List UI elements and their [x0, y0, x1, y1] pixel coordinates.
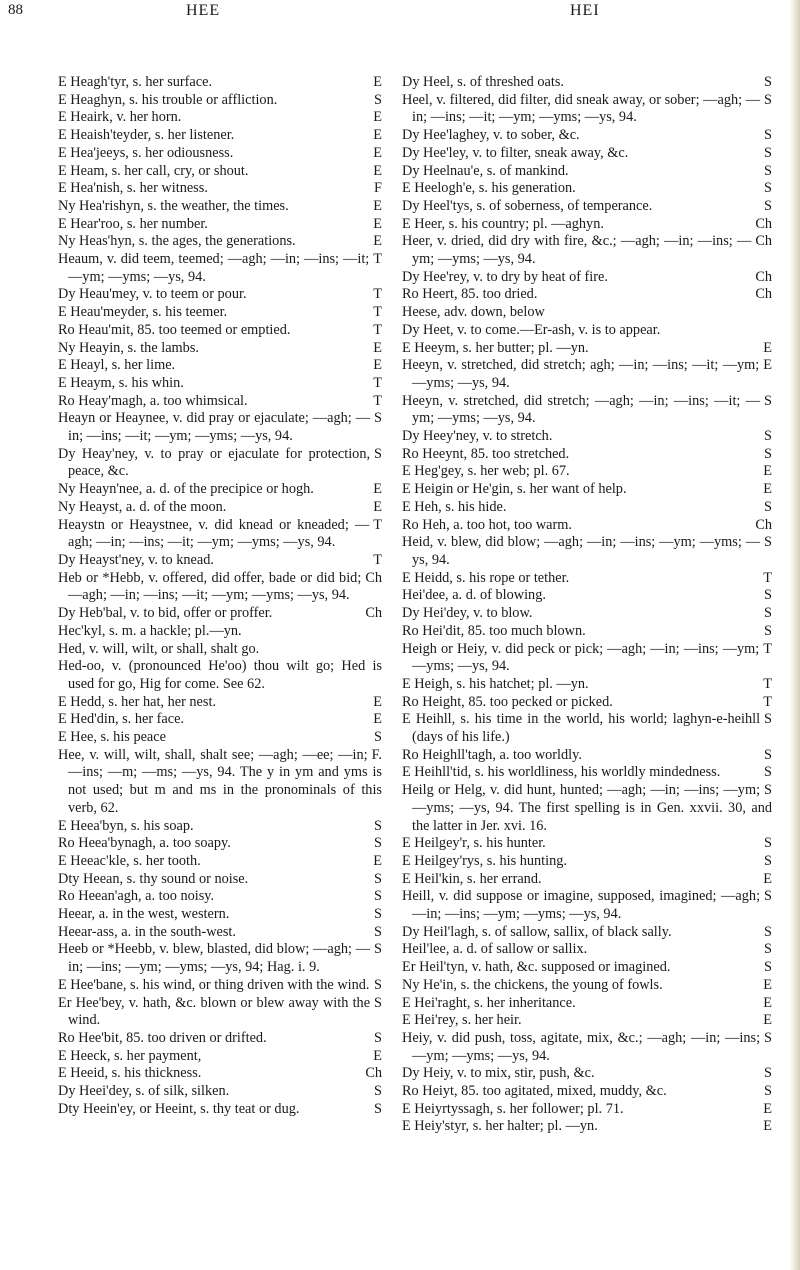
page-edge-shadow [790, 0, 800, 1270]
source-code: S [764, 622, 772, 639]
source-code: E [763, 976, 772, 993]
source-code: S [764, 74, 772, 90]
entry-text: E Heaish'teyder, s. her listener. [58, 127, 235, 144]
dictionary-entry [58, 216, 382, 234]
source-code: S [764, 162, 772, 179]
source-code: E [763, 1100, 772, 1117]
source-code: E [373, 162, 382, 179]
dictionary-entry [402, 835, 772, 853]
dictionary-entry [58, 127, 382, 145]
entry-text: Dy Heey'ney, v. to stretch. [402, 428, 553, 445]
source-code: S [764, 534, 772, 551]
entry-text: Heeyn, v. stretched, did stretch; agh; —in; —ins; —it; —ym; —yms; —ys, 94. [402, 357, 760, 391]
entry-text: E Hea'nish, s. her witness. [58, 180, 208, 197]
source-code: S [764, 428, 772, 445]
source-code: T [373, 251, 382, 268]
entry-text: Ro Heau'mit, 85. too teemed or emptied. [58, 321, 291, 338]
source-code: S [764, 587, 772, 604]
entry-text: E Hed'din, s. her face. [58, 711, 185, 728]
entry-text: E Heiyrtyssagh, s. her follower; pl. 71. [402, 1100, 624, 1117]
dictionary-entry [402, 676, 772, 694]
entry-text: E Heeid, s. his thickness. [58, 1065, 202, 1082]
entry-text: Hec'kyl, s. m. a hackle; pl.—yn. [58, 622, 242, 639]
dictionary-entry [58, 499, 382, 517]
entry-text: Dy Heay'ney, v. to pray or ejaculate for protection, peace, &c. [58, 445, 371, 480]
dictionary-entry [402, 641, 772, 676]
dictionary-entry [402, 995, 772, 1013]
source-code: S [764, 746, 772, 763]
dictionary-entry [402, 180, 772, 198]
dictionary-entry [402, 924, 772, 942]
dictionary-entry [58, 233, 382, 251]
entry-text: Heiy, v. did push, toss, agitate, mix, &c.; —agh; —in; —ins; —ym; —yms; —ys, 94. [402, 1029, 761, 1064]
dictionary-entry [402, 959, 772, 977]
source-code: Ch [365, 569, 382, 586]
entry-text: Dy Heet, v. to come.—Er-ash, v. is to appear. [402, 321, 661, 338]
dictionary-entry [58, 888, 382, 906]
source-code: S [374, 870, 382, 887]
entry-text: Ny Heayst, a. d. of the moon. [58, 498, 227, 515]
dictionary-entry [402, 304, 772, 322]
dictionary-entry [402, 853, 772, 871]
entry-text: Dy Heel, s. of threshed oats. [402, 74, 564, 90]
entry-text: Ro Heh, a. too hot, too warm. [402, 516, 572, 533]
dictionary-entry [58, 941, 382, 976]
entry-text: Heid, v. blew, did blow; —agh; —in; —ins; —ym; —yms; —ys, 94. [402, 534, 761, 568]
dictionary-entry [58, 286, 382, 304]
entry-text: Dy Heb'bal, v. to bid, offer or proffer. [58, 605, 273, 622]
source-code: E [373, 215, 382, 232]
dictionary-entry [58, 658, 382, 693]
source-code: Ch [755, 516, 772, 533]
source-code: S [764, 392, 772, 409]
entry-text: E Heiy'styr, s. her halter; pl. —yn. [402, 1118, 598, 1135]
dictionary-entry [58, 322, 382, 340]
entry-text: Heese, adv. down, below [402, 304, 545, 321]
dictionary-entry [402, 977, 772, 995]
dictionary-entry [402, 587, 772, 605]
dictionary-entry [402, 1065, 772, 1083]
dictionary-entry [402, 1012, 772, 1030]
dictionary-entry [402, 393, 772, 428]
source-code: T [763, 640, 772, 657]
dictionary-entry [402, 481, 772, 499]
entry-text: Dy Hei'dey, v. to blow. [402, 605, 533, 622]
entry-text: Dy Heei'dey, s. of silk, silken. [58, 1083, 230, 1100]
source-code: E [373, 711, 382, 728]
source-code: T [763, 675, 772, 692]
source-code: Ch [755, 268, 772, 285]
source-code: S [764, 764, 772, 781]
dictionary-entry [58, 623, 382, 641]
entry-text: Er Hee'bey, v. hath, &c. blown or blew away with the wind. [58, 994, 371, 1029]
dictionary-entry [58, 1083, 382, 1101]
source-code: S [374, 445, 382, 462]
source-code: S [374, 994, 382, 1011]
dictionary-entry [402, 286, 772, 304]
dictionary-entry [58, 694, 382, 712]
source-code: T [763, 569, 772, 586]
entry-text: Hed-oo, v. (pronounced He'oo) thou wilt go; Hed is used for go, Hig for come. See 62. [58, 658, 382, 692]
entry-text: Heill, v. did suppose or imagine, supposed, imagined; —agh; —in; —ins; —ym; —yms; —ys, 94. [402, 888, 761, 923]
source-code: S [374, 1029, 382, 1046]
source-code: E [373, 197, 382, 214]
source-code: T [373, 551, 382, 568]
entry-text: Ro Heiyt, 85. too agitated, mixed, muddy, &c. [402, 1083, 667, 1100]
source-code: S [764, 605, 772, 622]
entry-text: Ro Height, 85. too pecked or picked. [402, 693, 613, 710]
entry-text: E Heea'byn, s. his soap. [58, 817, 194, 834]
source-code: E [373, 109, 382, 126]
source-code: S [764, 144, 772, 161]
dictionary-entry [402, 1101, 772, 1119]
entry-text: E Heelogh'e, s. his generation. [402, 180, 576, 197]
page-number: 88 [8, 2, 23, 18]
source-code: S [374, 835, 382, 852]
running-head-right: HEI [570, 2, 600, 19]
source-code: E [373, 339, 382, 356]
dictionary-entry [58, 1030, 382, 1048]
entry-text: E Hedd, s. her hat, her nest. [58, 693, 217, 710]
dictionary-entry [402, 711, 772, 746]
dictionary-entry [402, 499, 772, 517]
source-code: S [764, 959, 772, 976]
entry-text: E Heaghyn, s. his trouble or affliction. [58, 91, 278, 108]
dictionary-entry [58, 180, 382, 198]
dictionary-entry [402, 92, 772, 127]
dictionary-entry [58, 109, 382, 127]
entry-text: E Heeym, s. her butter; pl. —yn. [402, 339, 589, 356]
source-code: E [763, 339, 772, 356]
dictionary-entry [402, 605, 772, 623]
dictionary-entry [58, 1065, 382, 1083]
dictionary-entry [58, 410, 382, 445]
entry-text: Heear-ass, a. in the south-west. [58, 923, 236, 940]
source-code: E [763, 463, 772, 480]
entry-text: Dty Heean, s. thy sound or noise. [58, 870, 249, 887]
dictionary-entry [58, 977, 382, 995]
source-code: S [374, 817, 382, 834]
entry-text: E Heeck, s. her payment, [58, 1047, 202, 1064]
source-code: T [763, 693, 772, 710]
entry-text: E Heh, s. his hide. [402, 498, 507, 515]
source-code: E [373, 144, 382, 161]
dictionary-entry [402, 233, 772, 268]
dictionary-entry [402, 198, 772, 216]
source-code: T [373, 516, 382, 533]
dictionary-entry [402, 888, 772, 923]
source-code: S [764, 445, 772, 462]
dictionary-entry [58, 375, 382, 393]
entry-text: Heeb or *Heebb, v. blew, blasted, did blow; —agh; —in; —ins; —ym; —yms; —ys, 94; Hag. i. 9. [58, 941, 371, 976]
source-code: E [373, 498, 382, 515]
source-code: E [763, 870, 772, 887]
source-code: S [374, 1100, 382, 1117]
dictionary-entry [58, 552, 382, 570]
dictionary-entry [58, 906, 382, 924]
entry-text: Dty Heein'ey, or Heeint, s. thy teat or dug. [58, 1100, 300, 1117]
dictionary-entry [402, 534, 772, 569]
dictionary-entry [58, 145, 382, 163]
entry-text: E Hear'roo, s. her number. [58, 215, 208, 232]
dictionary-entry [402, 747, 772, 765]
entry-text: Ny Heayin, s. the lambs. [58, 339, 199, 356]
dictionary-entry [402, 340, 772, 358]
source-code: S [764, 197, 772, 214]
source-code: E [373, 1047, 382, 1064]
source-code: E [373, 852, 382, 869]
source-code: S [374, 923, 382, 940]
dictionary-entry [58, 481, 382, 499]
dictionary-entry [58, 163, 382, 181]
source-code: E [373, 481, 382, 498]
source-code: E [763, 1012, 772, 1029]
dictionary-entry [58, 517, 382, 552]
dictionary-entry [58, 818, 382, 836]
source-code: S [374, 906, 382, 923]
source-code: E [373, 74, 382, 90]
source-code: E [373, 233, 382, 250]
source-code: S [764, 1029, 772, 1046]
source-code: E [763, 357, 772, 374]
dictionary-entry [58, 92, 382, 110]
source-code: Ch [365, 605, 382, 622]
entry-text: E Heidd, s. his rope or tether. [402, 569, 570, 586]
dictionary-entry [402, 570, 772, 588]
entry-text: Dy Hee'laghey, v. to sober, &c. [402, 127, 580, 144]
source-code: Ch [755, 233, 772, 250]
dictionary-entry [58, 835, 382, 853]
entry-text: Heaum, v. did teem, teemed; —agh; —in; —ins; —it; —ym; —yms; —ys, 94. [58, 251, 370, 285]
source-code: S [764, 782, 772, 799]
dictionary-entry [58, 871, 382, 889]
dictionary-entry [58, 304, 382, 322]
entry-text: Heeyn, v. stretched, did stretch; —agh; —in; —ins; —it; —ym; —yms; —ys, 94. [402, 392, 761, 427]
entry-text: E Heaym, s. his whin. [58, 374, 184, 391]
entry-text: Ro Heea'bynagh, a. too soapy. [58, 835, 231, 852]
source-code: S [374, 888, 382, 905]
source-code: S [764, 711, 772, 728]
entry-text: E Hei'raght, s. her inheritance. [402, 994, 576, 1011]
dictionary-entry [402, 782, 772, 835]
dictionary-entry [58, 641, 382, 659]
entry-text: Hei'dee, a. d. of blowing. [402, 587, 546, 604]
dictionary-entry [402, 463, 772, 481]
source-code: S [764, 835, 772, 852]
source-code: S [764, 180, 772, 197]
entry-text: E Heihll, s. his time in the world, his world; laghyn-e-heihll (days of his life.) [402, 711, 761, 746]
entry-text: E Heairk, v. her horn. [58, 109, 182, 126]
dictionary-entry [58, 605, 382, 623]
source-code: S [764, 888, 772, 905]
entry-text: Dy Heel'tys, s. of soberness, of temperance. [402, 197, 653, 214]
entry-text: E Hee'bane, s. his wind, or thing driven with the wind. [58, 976, 370, 993]
source-code: S [374, 729, 382, 746]
entry-text: Ro Heean'agh, a. too noisy. [58, 888, 215, 905]
dictionary-entry [402, 1118, 772, 1136]
dictionary-entry [58, 357, 382, 375]
dictionary-entry [58, 729, 382, 747]
source-code: T [373, 286, 382, 303]
entry-text: E Heayl, s. her lime. [58, 357, 176, 374]
entry-text: Heil'lee, a. d. of sallow or sallix. [402, 941, 588, 958]
left-column [58, 74, 382, 1118]
source-code: S [374, 1083, 382, 1100]
source-code: T [373, 392, 382, 409]
source-code: S [374, 91, 382, 108]
dictionary-entry [402, 357, 772, 392]
dictionary-entry [58, 446, 382, 481]
entry-text: Hee, v. will, wilt, shall, shalt see; —agh; —ee; —in; —ins; —m; —ms; —ys, 94. The y in ym and yms is not used; but m and ms in the pronominals of this verb, 62. [58, 746, 382, 816]
source-code: S [764, 923, 772, 940]
dictionary-entry [58, 393, 382, 411]
source-code: S [764, 1065, 772, 1082]
entry-text: Heer, v. dried, did dry with fire, &c.; —agh; —in; —ins; —ym; —yms; —ys, 94. [402, 233, 752, 268]
dictionary-entry [58, 198, 382, 216]
source-code: S [374, 410, 382, 427]
entry-text: Dy Heau'mey, v. to teem or pour. [58, 286, 247, 303]
dictionary-entry [58, 747, 382, 818]
source-code: T [373, 374, 382, 391]
source-code: S [764, 1083, 772, 1100]
source-code: E [763, 481, 772, 498]
entry-text: E Hee, s. his peace [58, 729, 166, 746]
entry-text: Heigh or Heiy, v. did peck or pick; —agh; —in; —ins; —ym; —yms; —ys, 94. [402, 640, 760, 675]
source-code: E [373, 357, 382, 374]
entry-text: Heaystn or Heaystnee, v. did knead or kneaded; —agh; —in; —ins; —it; —ym; —yms; —ys, 94. [58, 516, 370, 551]
source-code: E [763, 994, 772, 1011]
entry-text: Heel, v. filtered, did filter, did sneak away, or sober; —agh; —in; —ins; —it; —ym; —yms; —ys, 94. [402, 91, 761, 126]
entry-text: E Heg'gey, s. her web; pl. 67. [402, 463, 570, 480]
dictionary-entry [402, 322, 772, 340]
source-code: T [373, 304, 382, 321]
entry-text: E Heagh'tyr, s. her surface. [58, 74, 213, 90]
dictionary-entry [402, 216, 772, 234]
entry-text: Heb or *Hebb, v. offered, did offer, bade or did bid; —agh; —in; —ins; —it; —ym; —yms; —ys, 94. [58, 569, 362, 604]
dictionary-entry [402, 127, 772, 145]
dictionary-entry [58, 251, 382, 286]
source-code: S [764, 852, 772, 869]
entry-text: Dy Hee'ley, v. to filter, sneak away, &c. [402, 144, 629, 161]
source-code: S [374, 941, 382, 958]
entry-text: Dy Heiy, v. to mix, stir, push, &c. [402, 1065, 595, 1082]
source-code: E [763, 1118, 772, 1135]
entry-text: Ro Heay'magh, a. too whimsical. [58, 392, 248, 409]
entry-text: Ny Hea'rishyn, s. the weather, the times. [58, 197, 289, 214]
entry-text: E Heer, s. his country; pl. —aghyn. [402, 215, 604, 232]
entry-text: E Heigin or He'gin, s. her want of help. [402, 481, 627, 498]
entry-text: E Heil'kin, s. her errand. [402, 870, 542, 887]
running-head-left: HEE [186, 2, 221, 19]
entry-text: E Heeac'kle, s. her tooth. [58, 852, 201, 869]
dictionary-entry [402, 1083, 772, 1101]
entry-text: Heear, a. in the west, western. [58, 906, 230, 923]
dictionary-entry [58, 570, 382, 605]
source-code: Ch [755, 286, 772, 303]
dictionary-entry [402, 74, 772, 92]
entry-text: Ro Hei'dit, 85. too much blown. [402, 622, 586, 639]
source-code: E [373, 127, 382, 144]
dictionary-entry [58, 995, 382, 1030]
dictionary-entry [58, 711, 382, 729]
source-code: S [764, 91, 772, 108]
dictionary-entry [402, 694, 772, 712]
entry-text: E Hei'rey, s. her heir. [402, 1012, 522, 1029]
right-column [402, 74, 772, 1136]
source-code: F [374, 180, 382, 197]
dictionary-entry [402, 623, 772, 641]
dictionary-entry [402, 163, 772, 181]
dictionary-entry [58, 340, 382, 358]
dictionary-entry [402, 269, 772, 287]
dictionary-entry [58, 1048, 382, 1066]
dictionary-entry [58, 74, 382, 92]
entry-text: E Heigh, s. his hatchet; pl. —yn. [402, 675, 589, 692]
entry-text: Ny He'in, s. the chickens, the young of fowls. [402, 976, 663, 993]
entry-text: Dy Heelnau'e, s. of mankind. [402, 162, 569, 179]
entry-text: Ny Heas'hyn, s. the ages, the generations. [58, 233, 296, 250]
entry-text: Heilg or Helg, v. did hunt, hunted; —agh; —in; —ins; —ym; —yms; —ys, 94. The first spelling is in Gen. xxvii. 30, and the latter in Jer. xvi. 16. [402, 782, 772, 834]
dictionary-entry [402, 446, 772, 464]
entry-text: Ro Hee'bit, 85. too driven or drifted. [58, 1029, 267, 1046]
entry-text: Ro Heert, 85. too dried. [402, 286, 538, 303]
dictionary-entry [402, 1030, 772, 1065]
entry-text: E Heilgey'rys, s. his hunting. [402, 852, 567, 869]
entry-text: Ny Heayn'nee, a. d. of the precipice or hogh. [58, 481, 314, 498]
source-code: S [764, 127, 772, 144]
dictionary-entry [402, 764, 772, 782]
dictionary-entry [58, 924, 382, 942]
entry-text: Ro Heighll'tagh, a. too worldly. [402, 746, 582, 763]
entry-text: E Heilgey'r, s. his hunter. [402, 835, 546, 852]
dictionary-entry [402, 145, 772, 163]
entry-text: Dy Heayst'ney, v. to knead. [58, 551, 214, 568]
dictionary-entry [402, 517, 772, 535]
entry-text: Dy Hee'rey, v. to dry by heat of fire. [402, 268, 608, 285]
source-code: E [373, 693, 382, 710]
source-code: Ch [365, 1065, 382, 1082]
entry-text: E Heihll'tid, s. his worldliness, his worldly mindedness. [402, 764, 721, 781]
dictionary-entry [58, 853, 382, 871]
entry-text: Er Heil'tyn, v. hath, &c. supposed or imagined. [402, 959, 671, 976]
dictionary-entry [58, 1101, 382, 1119]
entry-text: Ro Heeynt, 85. too stretched. [402, 445, 570, 462]
dictionary-entry [402, 871, 772, 889]
entry-text: Heayn or Heaynee, v. did pray or ejaculate; —agh; —in; —ins; —it; —ym; —yms; —ys, 94. [58, 410, 371, 445]
entry-text: E Hea'jeeys, s. her odiousness. [58, 144, 234, 161]
dictionary-entry [402, 428, 772, 446]
source-code: S [764, 941, 772, 958]
source-code: S [374, 976, 382, 993]
source-code: Ch [755, 215, 772, 232]
entry-text: Hed, v. will, wilt, or shall, shalt go. [58, 640, 260, 657]
source-code: S [764, 498, 772, 515]
source-code: F. [371, 746, 382, 763]
entry-text: Dy Heil'lagh, s. of sallow, sallix, of black sally. [402, 923, 672, 940]
dictionary-entry [402, 941, 772, 959]
entry-text: E Heau'meyder, s. his teemer. [58, 304, 228, 321]
entry-text: E Heam, s. her call, cry, or shout. [58, 162, 249, 179]
source-code: T [373, 321, 382, 338]
